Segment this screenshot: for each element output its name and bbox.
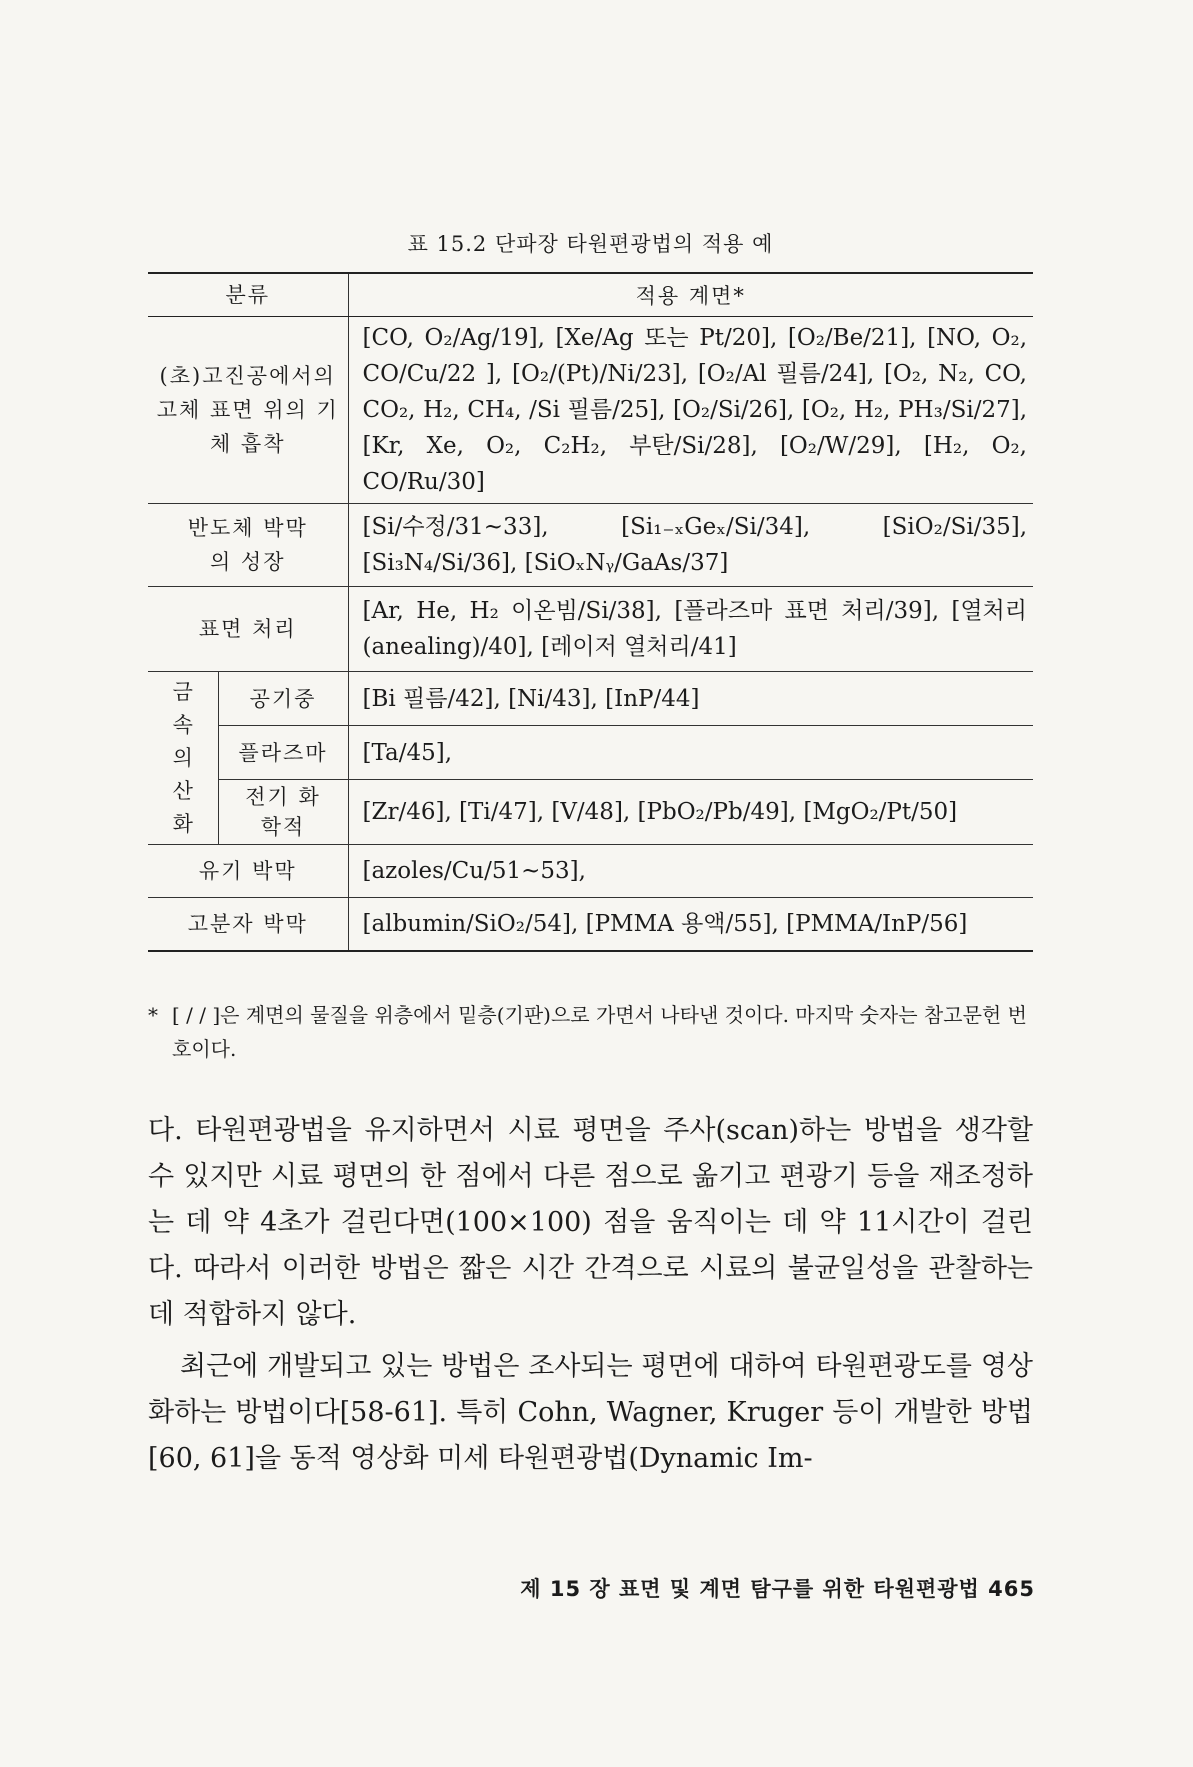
row-category: 표면 처리: [148, 587, 348, 672]
table-row: [148, 780, 1033, 845]
table-row: [148, 504, 1033, 587]
paragraph: 다. 타원편광법을 유지하면서 시료 평면을 주사(scan)하는 방법을 생각할 수 있지만 시료 평면의 한 점에서 다른 점으로 옮기고 편광기 등을 재조정하는 데 약 4초가 걸린다면(100×100) 점을 움직이는 데 약 11시간이 걸린다. 따라서 이러한 방법은 짧은 시간 간격으로 시료의 불균일성을 관찰하는 데 적합하지 않다.: [148, 1115, 1033, 1330]
row-application: [Ar, He, H₂ 이온빔/Si/38], [플라즈마 표면 처리/39], [열처리(anealing)/40], [레이저 열처리/41]: [348, 587, 1033, 672]
row-category: (초)고진공에서의 고체 표면 위의 기체 흡착: [148, 317, 348, 504]
table-footnote: [148, 998, 1038, 1066]
table-row: [148, 845, 1033, 898]
row-application: [CO, O₂/Ag/19], [Xe/Ag 또는 Pt/20], [O₂/Be/21], [NO, O₂, CO/Cu/22 ], [O₂/(Pt)/Ni/23], [O₂/Al 필름/24], [O₂, N₂, CO, CO₂, H₂, CH₄, /Si 필름/25], [O₂/Si/26], [O₂, H₂, PH₃/Si/27], [Kr, Xe, O₂, C₂H₂, 부탄/Si/28], [O₂/W/29], [H₂, O₂, CO/Ru/30]: [348, 317, 1033, 504]
row-category: 반도체 박막의 성장: [148, 504, 348, 587]
footnote-text: [ / / ]은 계면의 물질을 위층에서 밑층(기판)으로 가면서 나타낸 것이다. 마지막 숫자는 참고문헌 번호이다.: [172, 1003, 1027, 1061]
row-category: 고분자 박막: [148, 898, 348, 952]
row-subcategory: 전기 화학적: [218, 780, 348, 845]
row-application: [Si/수정/31~33], [Si₁₋ₓGeₓ/Si/34], [SiO₂/Si/35], [Si₃N₄/Si/36], [SiOₓNᵧ/GaAs/37]: [348, 504, 1033, 587]
table-caption: 표 15.2 단파장 타원편광법의 적용 예: [407, 232, 774, 256]
row-application: [Bi 필름/42], [Ni/43], [InP/44]: [348, 672, 1033, 726]
row-application: [Zr/46], [Ti/47], [V/48], [PbO₂/Pb/49], [MgO₂/Pt/50]: [348, 780, 1033, 845]
row-subcategory: 플라즈마: [218, 726, 348, 780]
row-application: [azoles/Cu/51~53],: [348, 845, 1033, 898]
paragraph: 최근에 개발되고 있는 방법은 조사되는 평면에 대하여 타원편광도를 영상화하는 방법이다[58-61]. 특히 Cohn, Wagner, Kruger 등이 개발한 방법[60, 61]을 동적 영상화 미세 타원편광법(Dynamic Im-: [148, 1351, 1033, 1474]
header-application: 적용 계면*: [348, 273, 1033, 317]
table-row: [148, 672, 1033, 726]
row-subcategory: 공기중: [218, 672, 348, 726]
table-row: [148, 898, 1033, 952]
row-application: [albumin/SiO₂/54], [PMMA 용액/55], [PMMA/InP/56]: [348, 898, 1033, 952]
footnote-marker: *: [148, 1003, 158, 1027]
table-header-row: [148, 273, 1033, 317]
body-text: [148, 1108, 1033, 1482]
table-row: [148, 726, 1033, 780]
row-category: 유기 박막: [148, 845, 348, 898]
metal-oxidation-group: 금속의 산화: [148, 672, 218, 845]
application-table: [148, 272, 1033, 952]
header-category: 분류: [148, 273, 348, 317]
row-application: [Ta/45],: [348, 726, 1033, 780]
page-footer: 제 15 장 표면 및 계면 탐구를 위한 타원편광법 465: [520, 1577, 1035, 1601]
table-row: [148, 587, 1033, 672]
table-row: [148, 317, 1033, 504]
